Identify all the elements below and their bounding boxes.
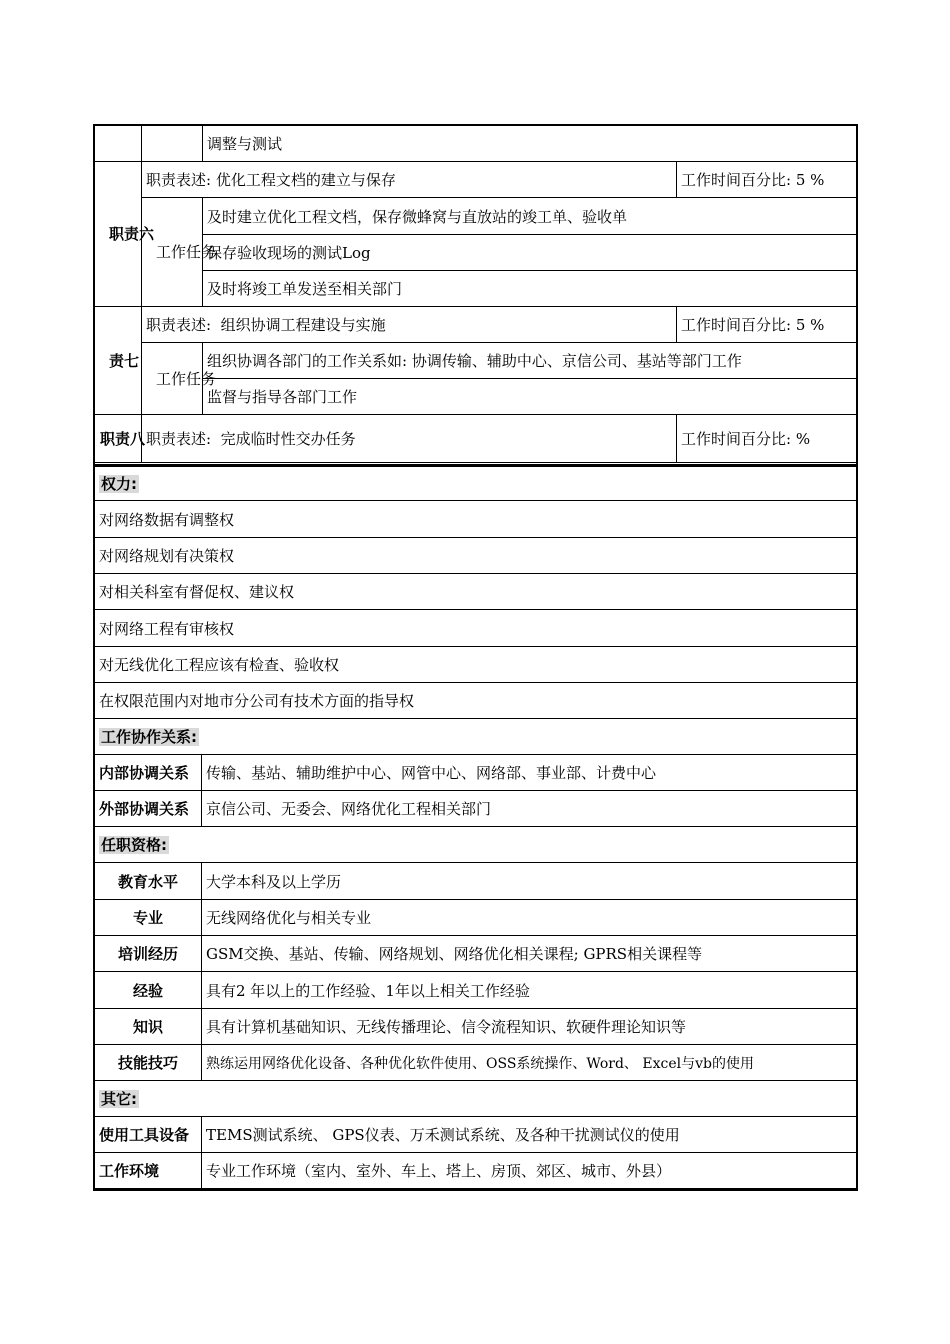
- duty-six-task-label: 工作任务: [142, 198, 203, 307]
- duty-eight-label: 职责八: [95, 415, 142, 463]
- qualifications-title: 任职资格:: [95, 827, 858, 863]
- qualification-label: 教育水平: [95, 863, 202, 900]
- qualification-value: 无线网络优化与相关专业: [202, 900, 858, 936]
- duty-six-task-1: 及时建立优化工程文档，保存微蜂窝与直放站的竣工单、验收单: [203, 198, 858, 235]
- duty-six-percent: 工作时间百分比: 5 %: [677, 162, 858, 198]
- qualification-value: 具有计算机基础知识、无线传播理论、信令流程知识、软硬件理论知识等: [202, 1009, 858, 1045]
- qualification-label: 知识: [95, 1009, 202, 1045]
- duty-seven-task-label: 工作任务: [142, 343, 203, 415]
- qualification-label: 技能技巧: [95, 1045, 202, 1081]
- tools-label: 使用工具设备: [95, 1117, 202, 1153]
- qualification-label: 专业: [95, 900, 202, 936]
- duty-seven-desc: 职责表述: 组织协调工程建设与实施: [142, 307, 677, 343]
- info-table: [94, 465, 858, 1189]
- environment-label: 工作环境: [95, 1153, 202, 1189]
- internal-relations-value: 传输、基站、辅助维护中心、网管中心、网络部、事业部、计费中心: [202, 755, 858, 791]
- duty-six-label: 职责六: [95, 162, 142, 307]
- qualification-label: 培训经历: [95, 936, 202, 972]
- qualification-value: 具有2 年以上的工作经验、1年以上相关工作经验: [202, 972, 858, 1009]
- authority-title: 权力:: [95, 466, 858, 501]
- qualification-value: 熟练运用网络优化设备、各种优化软件使用、OSS系统操作、Word、 Excel与vb的使用: [202, 1045, 858, 1081]
- tools-value: TEMS测试系统、 GPS仪表、万禾测试系统、及各种干扰测试仪的使用: [202, 1117, 858, 1153]
- duty-prev-row: [95, 126, 858, 162]
- duty-prev-task-label-cell: [142, 126, 203, 162]
- duty-six-desc: 职责表述: 优化工程文档的建立与保存: [142, 162, 677, 198]
- authority-item: 在权限范围内对地市分公司有技术方面的指导权: [95, 683, 858, 719]
- duty-eight-desc: 职责表述: 完成临时性交办任务: [142, 415, 677, 463]
- authority-item: 对网络工程有审核权: [95, 610, 858, 647]
- external-relations-value: 京信公司、无委会、网络优化工程相关部门: [202, 791, 858, 827]
- other-title: 其它:: [95, 1081, 858, 1117]
- duty-seven-task-2: 监督与指导各部门工作: [203, 379, 858, 415]
- duty-six-task-3: 及时将竣工单发送至相关部门: [203, 271, 858, 307]
- duty-seven-task-1: 组织协调各部门的工作关系如: 协调传输、辅助中心、京信公司、基站等部门工作: [203, 343, 858, 379]
- authority-item: 对网络数据有调整权: [95, 501, 858, 538]
- relations-title: 工作协作关系:: [95, 719, 858, 755]
- internal-relations-label: 内部协调关系: [95, 755, 202, 791]
- environment-value: 专业工作环境（室内、室外、车上、塔上、房顶、郊区、城市、外县）: [202, 1153, 858, 1189]
- duties-table: [94, 125, 858, 463]
- external-relations-label: 外部协调关系: [95, 791, 202, 827]
- authority-item: 对网络规划有决策权: [95, 538, 858, 574]
- duty-six-task-2: 保存验收现场的测试Log: [203, 235, 858, 271]
- duty-seven-percent: 工作时间百分比: 5 %: [677, 307, 858, 343]
- duty-prev-label-cell: [95, 126, 142, 162]
- duty-eight-percent: 工作时间百分比: %: [677, 415, 858, 463]
- duty-six-desc-row: [95, 162, 858, 198]
- qualification-value: GSM交换、基站、传输、网络规划、网络优化相关课程; GPRS相关课程等: [202, 936, 858, 972]
- authority-item: 对无线优化工程应该有检查、验收权: [95, 647, 858, 683]
- duty-prev-task: 调整与测试: [203, 126, 858, 162]
- authority-item: 对相关科室有督促权、建议权: [95, 574, 858, 610]
- qualification-label: 经验: [95, 972, 202, 1009]
- duty-seven-label: 责七: [95, 307, 142, 415]
- qualification-value: 大学本科及以上学历: [202, 863, 858, 900]
